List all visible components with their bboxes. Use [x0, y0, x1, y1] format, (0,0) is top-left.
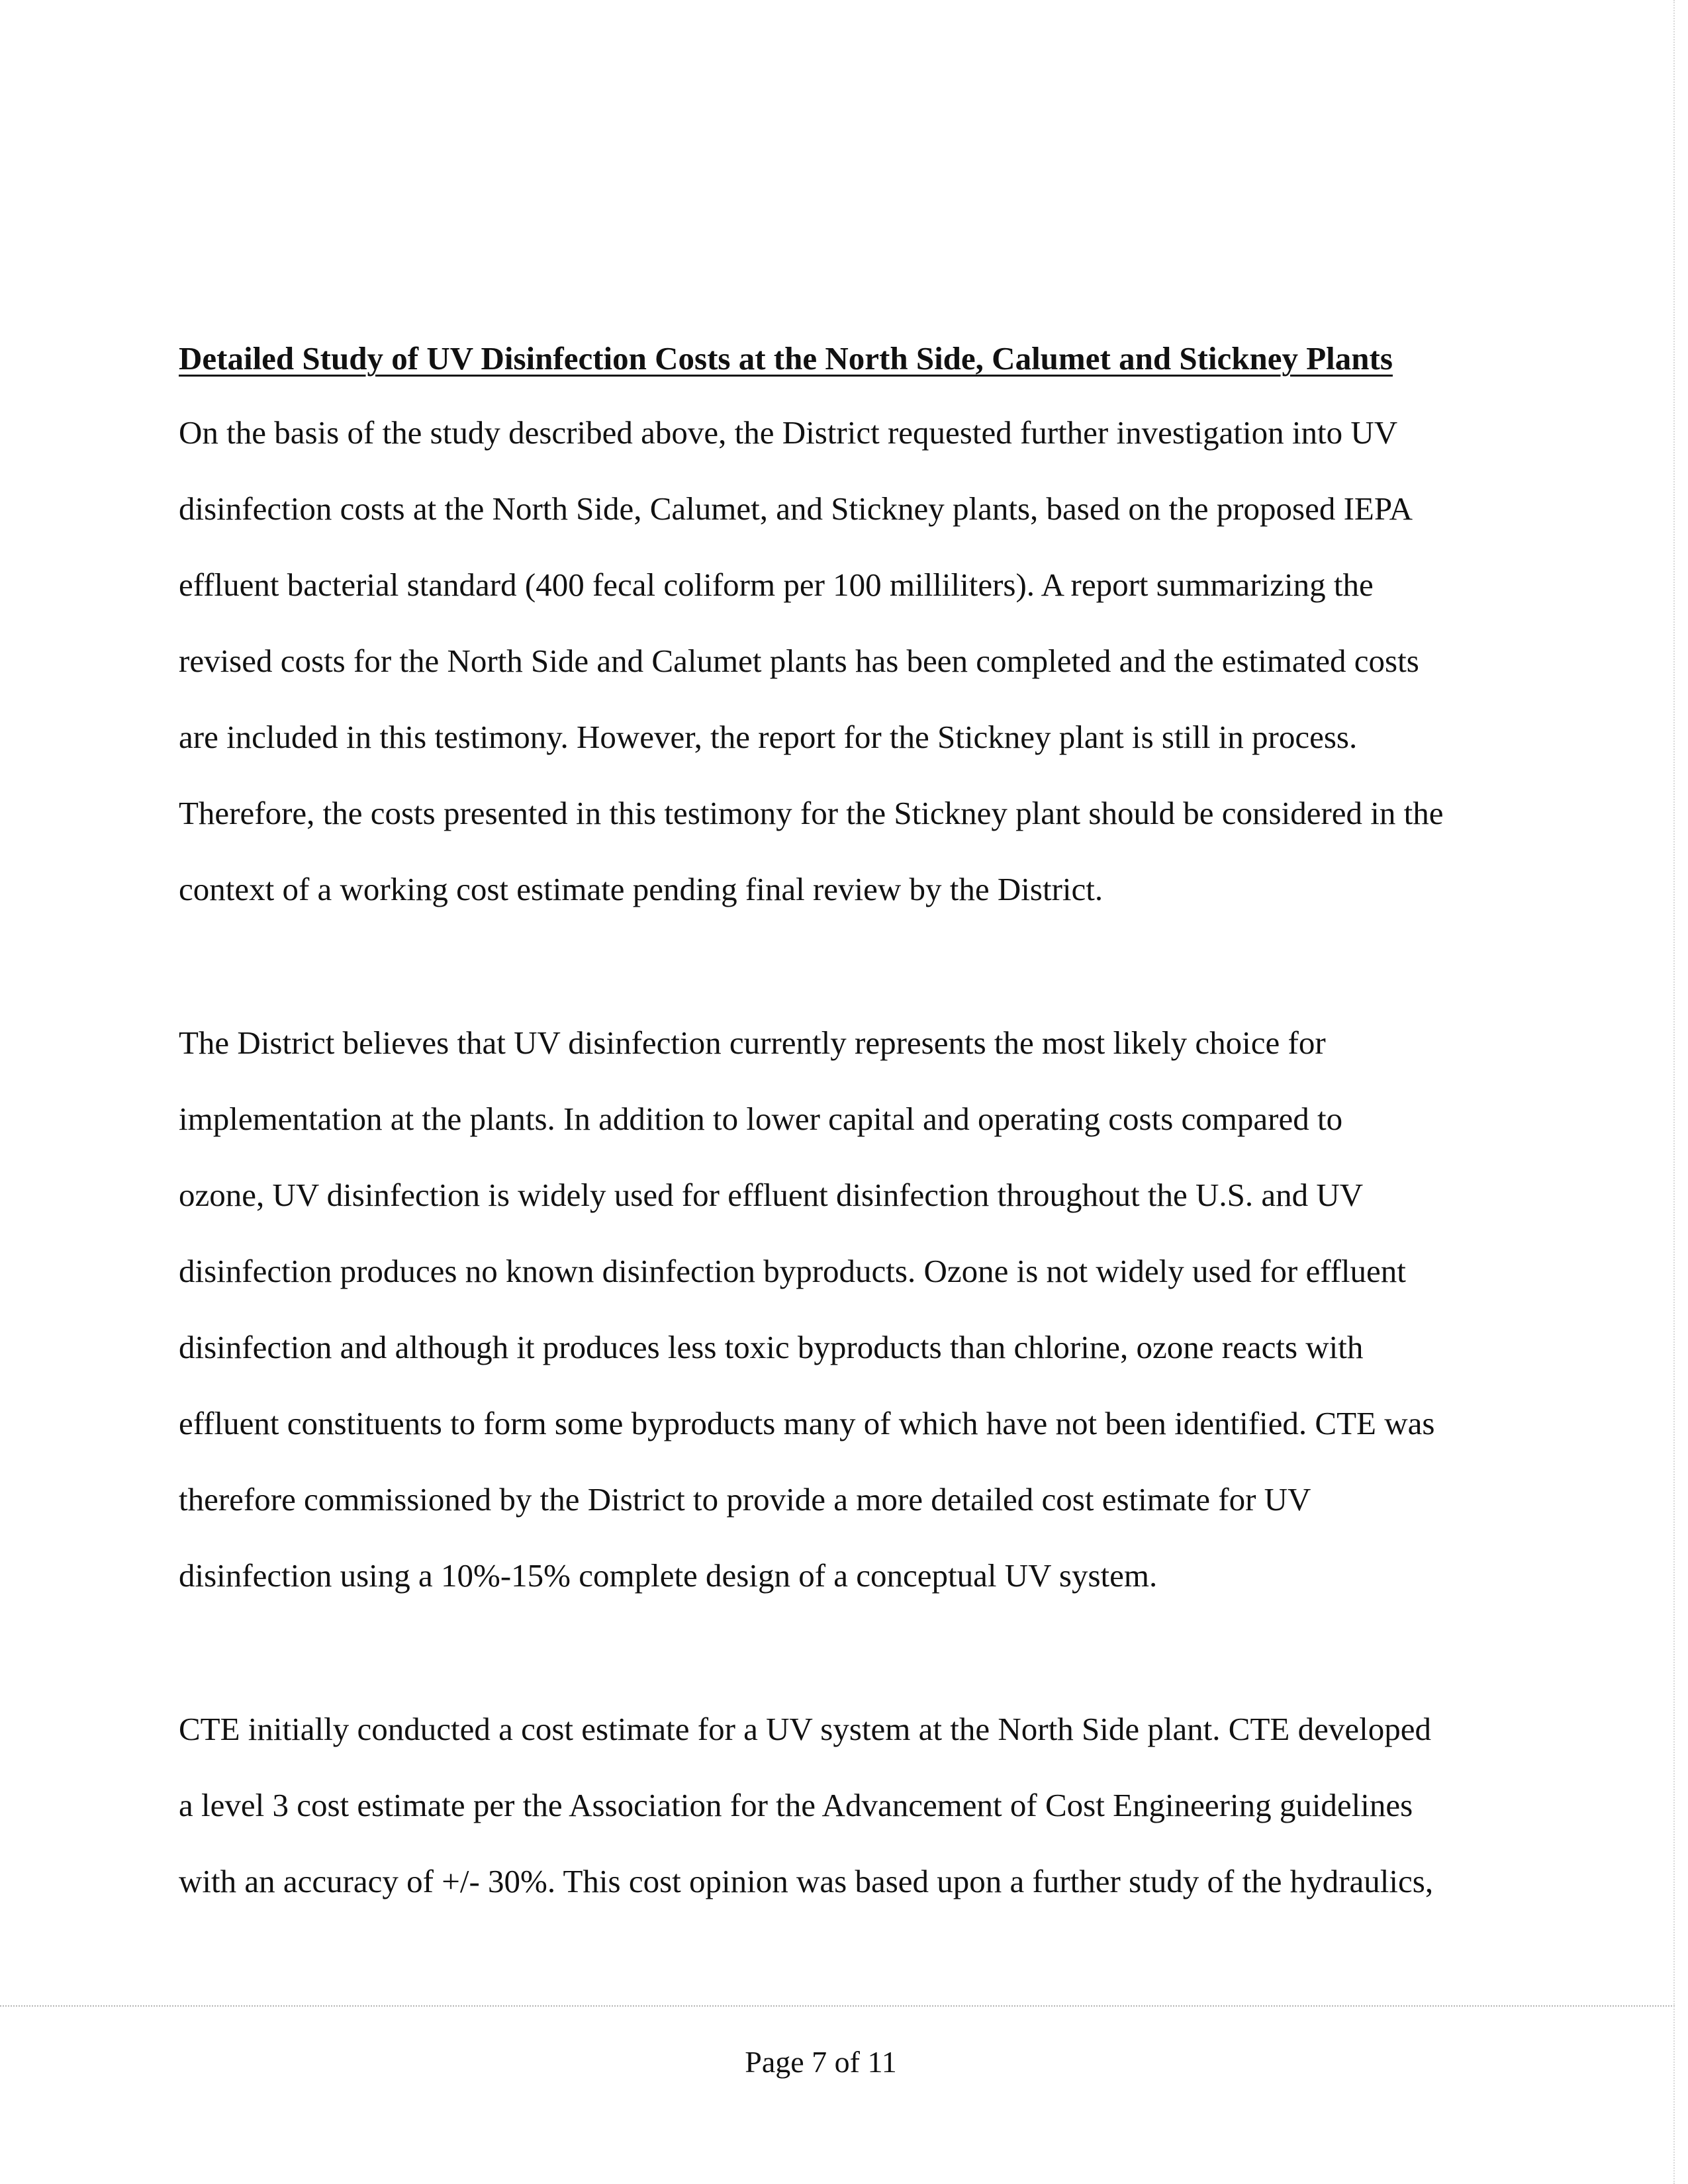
paragraph-1-line-3: effluent bacterial standard (400 fecal coliform per 100 milliliters). A report summarizing the: [179, 567, 1374, 603]
paragraph-2-line-7: therefore commissioned by the District to provide a more detailed cost estimate for UV: [179, 1481, 1311, 1518]
paragraph-2-line-4: disinfection produces no known disinfection byproducts. Ozone is not widely used for effluent: [179, 1253, 1406, 1289]
paragraph-2-line-6: effluent constituents to form some byproducts many of which have not been identified. CTE was: [179, 1405, 1435, 1441]
paragraph-2-line-1: The District believes that UV disinfection currently represents the most likely choice for: [179, 1024, 1326, 1061]
scan-edge-marks: [1673, 0, 1675, 2184]
page-number: Page 7 of 11: [745, 2045, 897, 2079]
paragraph-1-line-4: revised costs for the North Side and Calumet plants has been completed and the estimated costs: [179, 643, 1419, 679]
paragraph-2-line-3: ozone, UV disinfection is widely used for effluent disinfection throughout the U.S. and UV: [179, 1177, 1364, 1213]
section-heading: Detailed Study of UV Disinfection Costs at the North Side, Calumet and Stickney Plants: [179, 340, 1393, 377]
paragraph-2-line-2: implementation at the plants. In addition to lower capital and operating costs compared to: [179, 1101, 1343, 1137]
paragraph-1-line-5: are included in this testimony. However, the report for the Stickney plant is still in process.: [179, 719, 1358, 755]
paragraph-1-line-1: On the basis of the study described above, the District requested further investigation into UV: [179, 414, 1398, 451]
scan-divider-line: [0, 2005, 1675, 2007]
paragraph-2-line-8: disinfection using a 10%-15% complete design of a conceptual UV system.: [179, 1557, 1158, 1594]
paragraph-3-line-1: CTE initially conducted a cost estimate for a UV system at the North Side plant. CTE developed: [179, 1711, 1431, 1747]
paragraph-3-line-3: with an accuracy of +/- 30%. This cost opinion was based upon a further study of the hydraulics,: [179, 1863, 1434, 1899]
paragraph-2-line-5: disinfection and although it produces less toxic byproducts than chlorine, ozone reacts with: [179, 1329, 1364, 1365]
paragraph-3-line-2: a level 3 cost estimate per the Association for the Advancement of Cost Engineering guidelines: [179, 1787, 1413, 1823]
paragraph-1-line-2: disinfection costs at the North Side, Calumet, and Stickney plants, based on the proposed IEPA: [179, 490, 1413, 527]
paragraph-1-line-7: context of a working cost estimate pending final review by the District.: [179, 871, 1103, 907]
paragraph-1-line-6: Therefore, the costs presented in this testimony for the Stickney plant should be considered in the: [179, 795, 1444, 831]
